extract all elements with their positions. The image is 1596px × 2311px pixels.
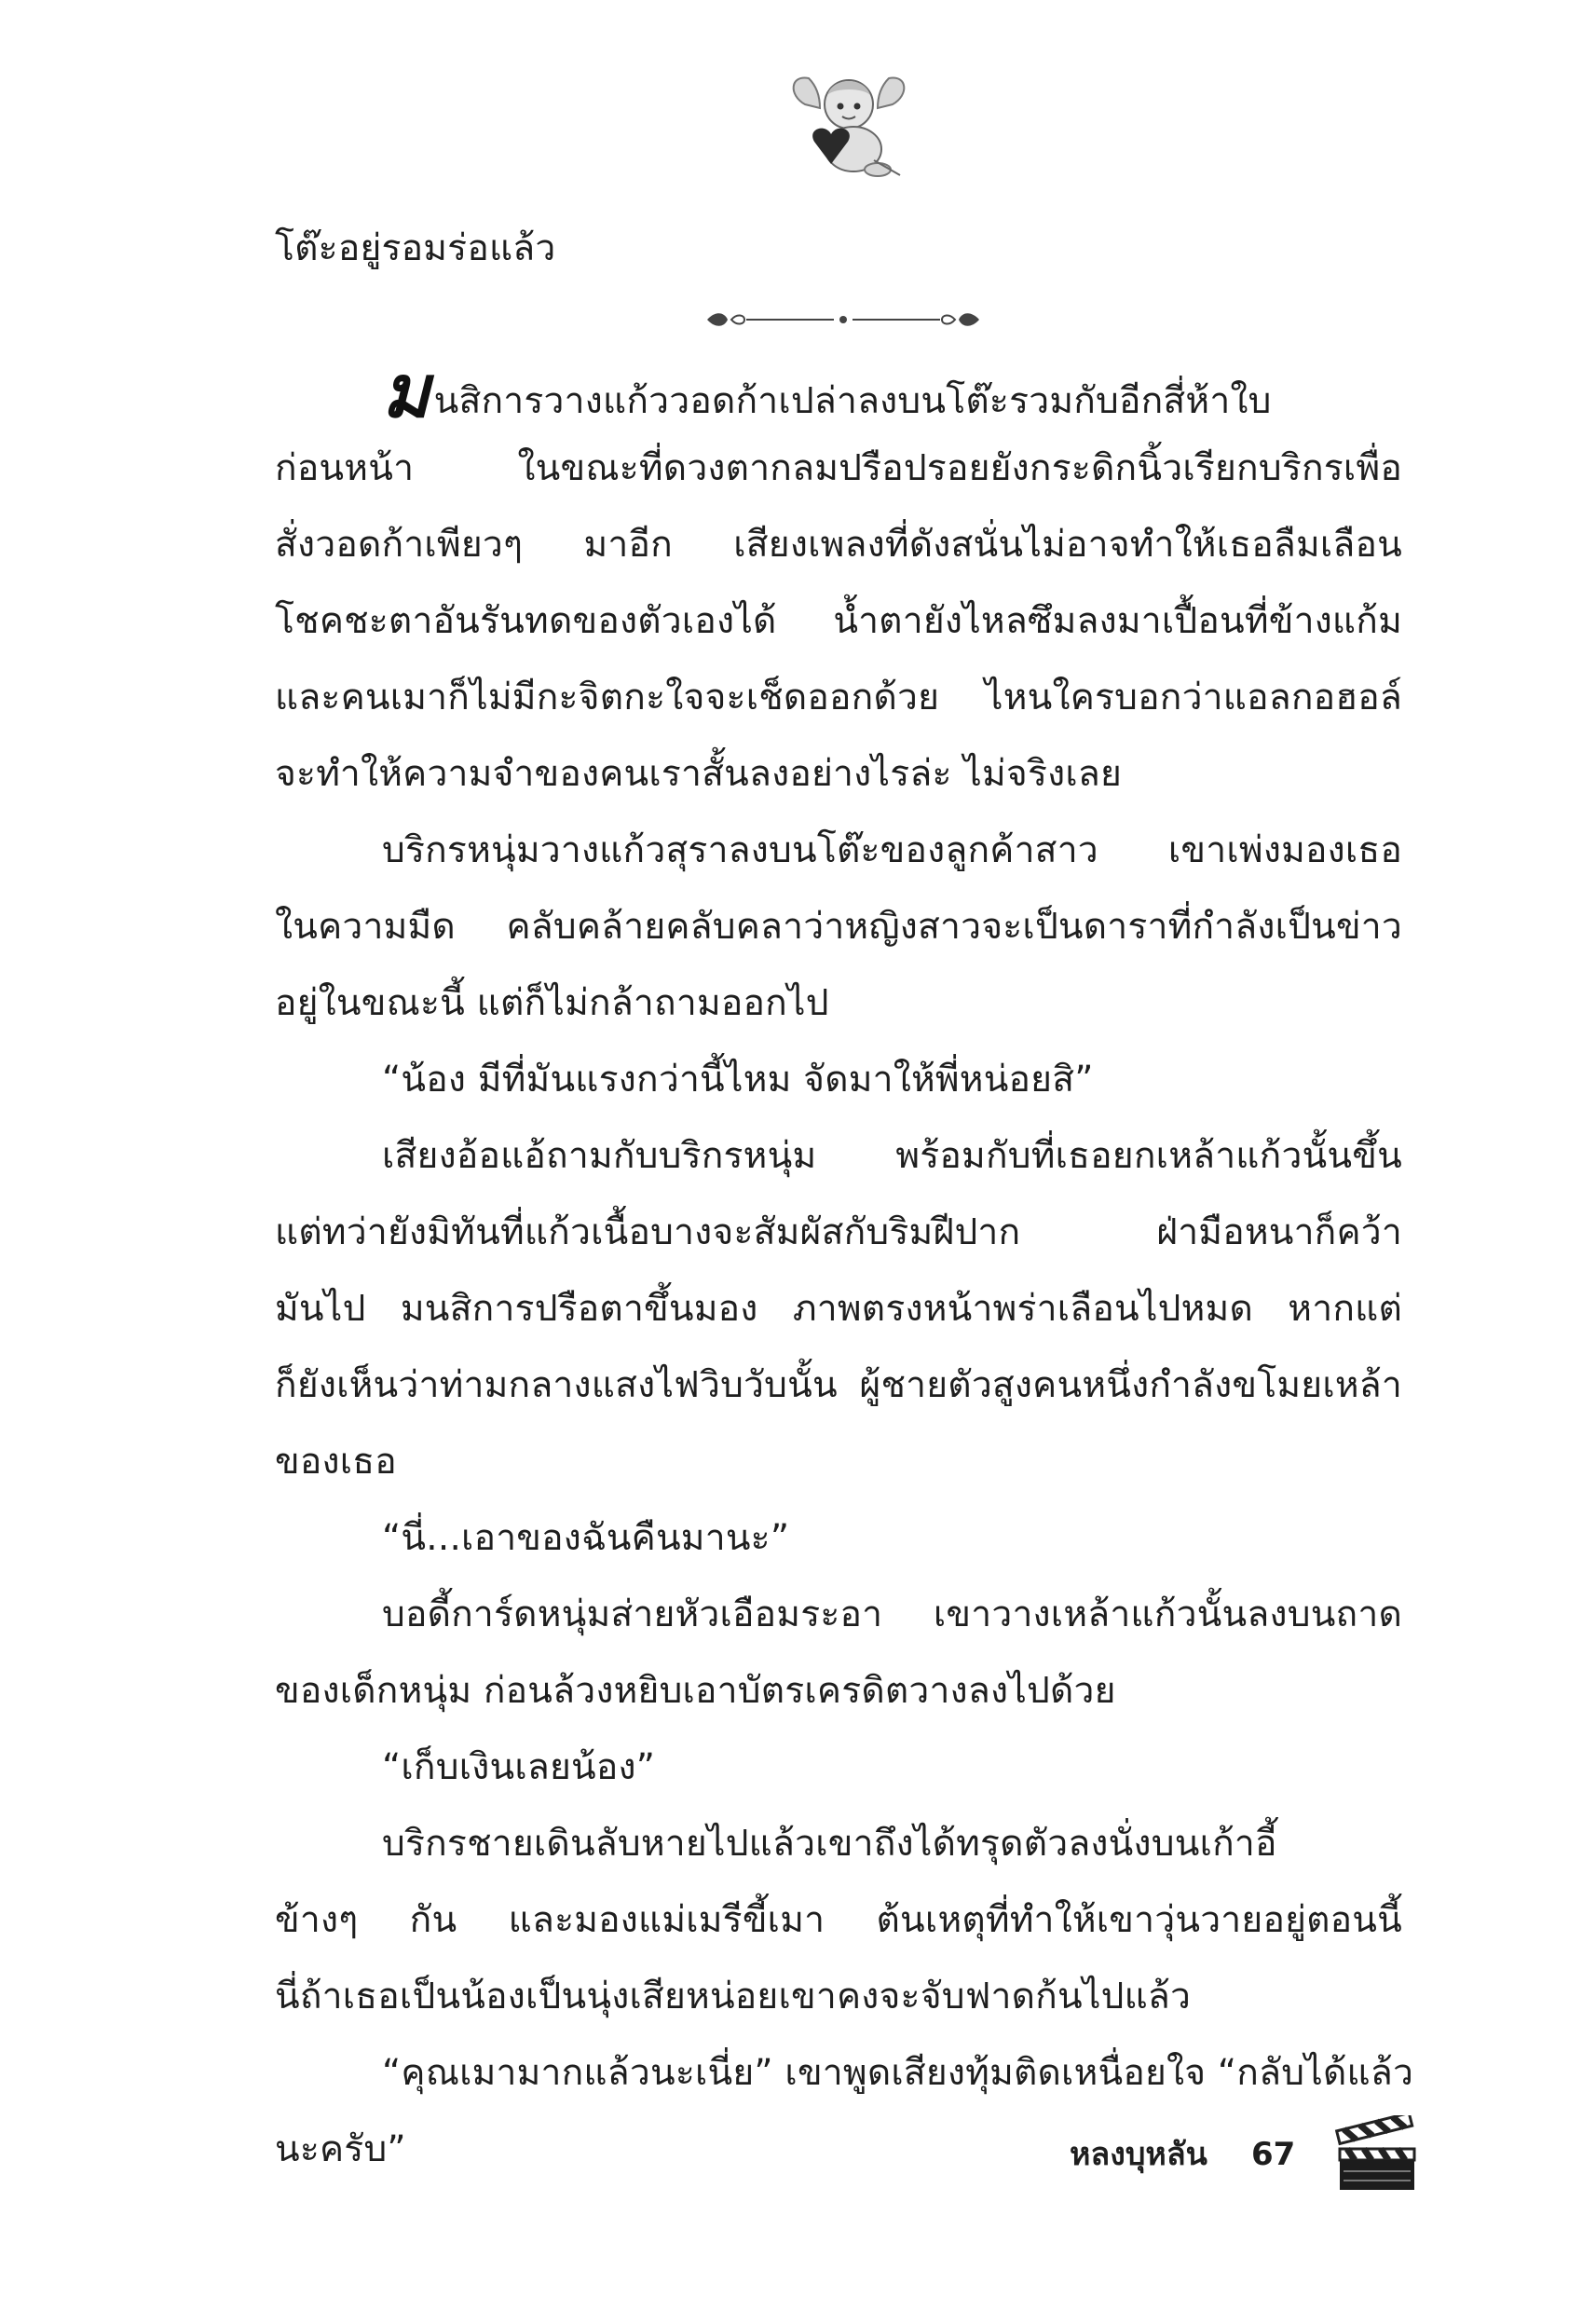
text-line-21: บริกรชายเดินลับหายไปแล้วเขาถึงได้ทรุดตัวลงนั่งบนเก้าอี้ (382, 1823, 1277, 1865)
text-line-12: เสียงอ้อแอ้ถามกับบริกรหนุ่ม พร้อมกับที่เธอยกเหล้าแก้วนั้นขึ้น (382, 1135, 1402, 1177)
page-number: 67 (1251, 2136, 1296, 2173)
text-line-24: “คุณเมามากแล้วนะเนี่ย” เขาพูดเสียงทุ้มติดเหนื่อยใจ “กลับได้แล้ว (382, 2052, 1414, 2094)
text-line-2-rest: นสิการวางแก้ววอดก้าเปล่าลงบนโต๊ะรวมกับอีกสี่ห้าใบ (433, 380, 1272, 422)
text-line-15: ก็ยังเห็นว่าท่ามกลางแสงไฟวิบวับนั้น ผู้ชายตัวสูงคนหนึ่งกำลังขโมยเหล้า (275, 1364, 1402, 1406)
text-line-17: “นี่...เอาของฉันคืนมานะ” (382, 1517, 790, 1559)
running-footer-title: หลงบุหลัน (1070, 2136, 1207, 2173)
film-clapperboard-icon (1334, 2115, 1418, 2194)
text-line-19: ของเด็กหนุ่ม ก่อนล้วงหยิบเอาบัตรเครดิตวางลงไปด้วย (275, 1670, 1116, 1712)
text-line-5: โชคชะตาอันรันทดของตัวเองได้ น้ำตายังไหลซึมลงมาเปื้อนที่ข้างแก้ม (275, 600, 1402, 642)
text-line-6: และคนเมาก็ไม่มีกะจิตกะใจจะเช็ดออกด้วย ไหนใครบอกว่าแอลกอฮอล์ (275, 677, 1402, 718)
text-line-1: โต๊ะอยู่รอมร่อแล้ว (275, 227, 556, 269)
text-line-11: “น้อง มีที่มันแรงกว่านี้ไหม จัดมาให้พี่หน่อยสิ” (382, 1059, 1094, 1101)
text-line-22: ข้างๆ กัน และมองแม่เมรีขี้เมา ต้นเหตุที่ทำให้เขาวุ่นวายอยู่ตอนนี้ (275, 1899, 1402, 1941)
cupid-with-heart-icon (788, 67, 909, 181)
text-line-16: ของเธอ (275, 1441, 397, 1483)
text-line-20: “เก็บเงินเลยน้อง” (382, 1746, 656, 1788)
text-line-23: นี่ถ้าเธอเป็นน้องเป็นนุ่งเสียหน่อยเขาคงจะจับฟาดก้นไปแล้ว (275, 1976, 1192, 2017)
text-line-3: ก่อนหน้า ในขณะที่ดวงตากลมปรือปรอยยังกระดิกนิ้วเรียกบริกรเพื่อ (275, 447, 1402, 489)
drop-cap: ม (382, 350, 430, 434)
text-line-13: แต่ทว่ายังมิทันที่แก้วเนื้อบางจะสัมผัสกับริมฝีปาก ฝ่ามือหนาก็คว้า (275, 1211, 1402, 1253)
ornamental-divider-icon (703, 308, 983, 332)
text-line-9: ในความมืด คลับคล้ายคลับคลาว่าหญิงสาวจะเป็นดาราที่กำลังเป็นข่าว (275, 906, 1402, 948)
text-line-14: มันไป มนสิการปรือตาขึ้นมอง ภาพตรงหน้าพร่าเลือนไปหมด หากแต่ (275, 1288, 1402, 1330)
text-line-7: จะทำให้ความจำของคนเราสั้นลงอย่างไรล่ะ ไม่จริงเลย (275, 753, 1123, 795)
text-line-4: สั่งวอดก้าเพียวๆ มาอีก เสียงเพลงที่ดังสนั่นไม่อาจทำให้เธอลืมเลือน (275, 524, 1402, 566)
text-line-2 (382, 350, 1402, 434)
text-line-25: นะครับ” (275, 2128, 406, 2170)
text-line-18: บอดี้การ์ดหนุ่มส่ายหัวเอือมระอา เขาวางเหล้าแก้วนั้นลงบนถาด (382, 1593, 1402, 1635)
text-line-8: บริกรหนุ่มวางแก้วสุราลงบนโต๊ะของลูกค้าสาว เขาเพ่งมองเธอ (382, 829, 1402, 871)
text-line-10: อยู่ในขณะนี้ แต่ก็ไม่กล้าถามออกไป (275, 982, 829, 1024)
